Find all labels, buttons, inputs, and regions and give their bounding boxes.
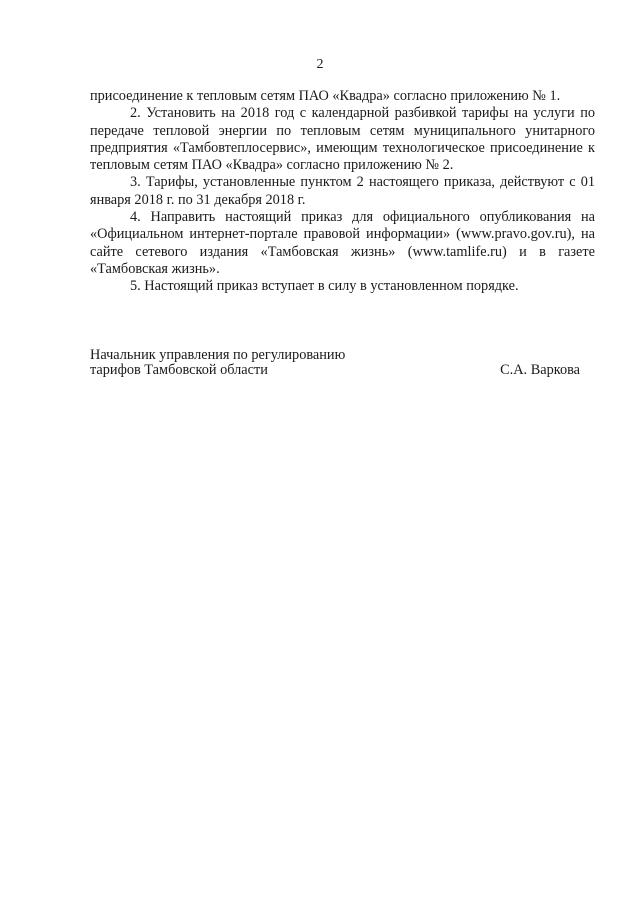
signatory-position-line2: тарифов Тамбовской области bbox=[90, 362, 268, 378]
document-body bbox=[90, 88, 595, 296]
signature-block bbox=[90, 348, 595, 378]
paragraph-continuation: присоединение к тепловым сетям ПАО «Квадра» согласно приложению № 1. bbox=[90, 88, 561, 104]
paragraph-item-4: 4. Направить настоящий приказ для официального опубликования на «Официальном интернет-портале правовой информации» (www.pravo.gov.ru), на сайте сетевого издания «Тамбовская жизнь» (www.tamlife.ru) и в газете «Тамбовская жизнь». bbox=[90, 209, 595, 277]
paragraph-item-3: 3. Тарифы, установленные пунктом 2 настоящего приказа, действуют с 01 января 2018 г. по 31 декабря 2018 г. bbox=[90, 174, 595, 208]
signatory-name: С.А. Варкова bbox=[500, 362, 580, 378]
paragraph-item-5: 5. Настоящий приказ вступает в силу в установленном порядке. bbox=[130, 278, 519, 295]
page-number: 2 bbox=[316, 57, 324, 72]
signatory-position-line1: Начальник управления по регулированию bbox=[90, 347, 346, 363]
paragraph-item-2: 2. Установить на 2018 год с календарной разбивкой тарифы на услуги по передаче тепловой энергии по тепловым сетям муниципального унитарного предприятия «Тамбовтеплосервис», имеющим технологическое присоединение к тепловым сетям ПАО «Квадра» согласно приложению № 2. bbox=[90, 105, 595, 174]
